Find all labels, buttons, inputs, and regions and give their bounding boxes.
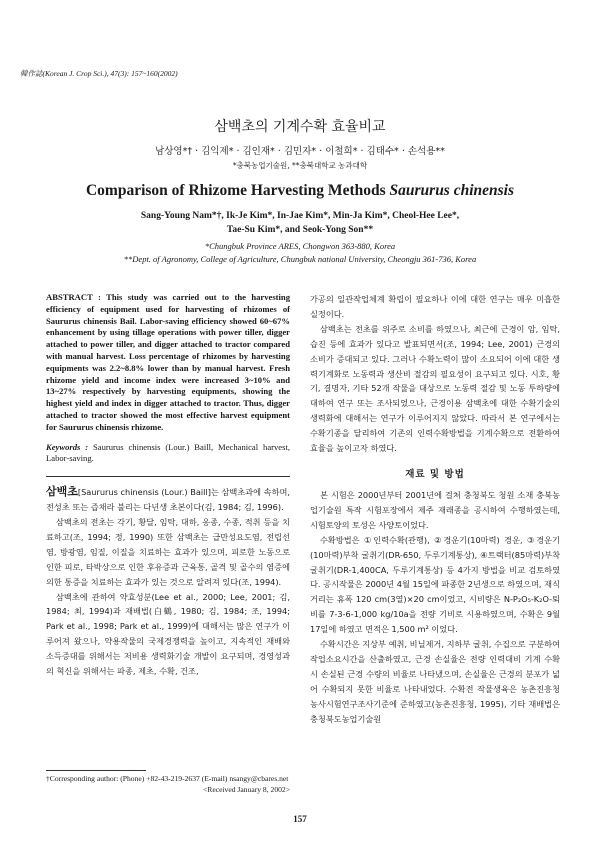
english-title-main: Comparison of Rhizome Harvesting Methods: [85, 182, 390, 199]
english-affil-line2: **Dept. of Agronomy, College of Agriculture, Chungbuk national University, Cheongju 361-736, Korea: [123, 253, 477, 264]
korean-affiliations: *충북농업기술원, **충북대학교 농과대학: [232, 161, 368, 170]
intro-paragraph-1: [46, 485, 290, 515]
right-paragraph-2: 삼백초는 전초를 위주로 소비를 하였으나, 최근에 근경이 암, 임탁, 습진 등에 효과가 있다고 발표되면서(조, 1994; Lee, 2001) 근경의 소비가 증대되고 있다. 그러나 수확노력이 많이 소요되어 이에 대한 생력기계화로 노동력과 생산비 절감의 필요성이 요구되고 있다. 시호, 황기, 결명자, 기타 52개 작물을 대상으로 노동력 절감 및 노동 투하량에 대하여 연구 또는 조사되었으나, 근경이용 삼백초에 대한 수확기술의 생력화에 대해서는 연구가 이루어지지 않았다. 따라서 본 연구에서는 수확기종을 달리하여 기존의 인력수확방법을 기계수확으로 전환하여 효율을 높이고자 하였다.: [310, 323, 560, 454]
journal-citation: 韓作誌(Korean J. Crop Sci.), 47(3): 157~160(2002): [20, 69, 178, 78]
intro-lead-word: 삼백초: [46, 485, 78, 499]
korean-authors: 남상영*† · 김익제* · 김인재* · 김민자* · 이철희* · 김태수* · 손석용**: [155, 146, 445, 157]
methods-paragraph-3: 수확시간은 지상부 예취, 비닐제거, 지하부 굴취, 수집으로 구분하여 작업소요시간을 산출하였고, 근경 손실율은 전량 인력대비 기계 수확시 손실된 근경 수량의 비율로 나타냈으며, 손실율은 근경의 분포가 넓어 수확되지 못한 비율로 나타내었다. 수확전 작물생육은 농촌진흥청 농사시험연구조사기준에 준하였고(농촌진흥청, 1995), 기타 재배법은 충청북도농업기술원: [310, 639, 560, 724]
right-paragraph-1: 가공의 일관작업체계 확립이 필요하나 이에 대한 연구는 매우 미흡한 실정이다.: [310, 294, 560, 319]
english-authors-line1: Sang-Young Nam*†, Ik-Je Kim*, In-Jae Kim*, Min-Ja Kim*, Cheol-Hee Lee*,: [140, 211, 460, 221]
received-date: <Received January 8, 2002>: [202, 784, 290, 794]
english-title: [0, 182, 600, 200]
intro-p1-text: [Saururus chinensis (Lour.) Baill]는 삼백초과에 속하며, 전성초 또는 즙채라 불리는 다년생 초본이다(김, 1984; 김, 1996).: [46, 487, 290, 513]
abstract: ABSTRACT : This study was carried out to the harvesting efficiency of equipment used for harvesting of rhizomes of Saururus chinensis Bail. Labor-saving efficiency showed 60~67% enhancement by using tillage operations with power tiller, digger attached to power tiller, and digger attached to tractor compared with manual harvest. Loss percentage of rhizomes by harvesting equipments was 2.2~8.8% lower than by manual harvest. Fresh rhizome yield and income index were increased 3~10% and 13~27% respectively by harvesting equipments, showing the highest yield and index in digger attached to tractor. Thus, digger attached to tractor showed the most effective harvest equipment for Saururus chinensis rhizome.: [46, 292, 290, 432]
abstract-divider: [46, 476, 290, 477]
english-affiliations: [40, 240, 560, 265]
keywords-label: Keywords :: [46, 441, 89, 452]
english-authors: [90, 209, 510, 237]
corresponding-author: †Corresponding author: (Phone) +82-43-219-2637 (E-mail) nsangy@cbares.net: [46, 774, 289, 783]
intro-paragraph-3: 삼백초에 관하여 약효성분(Lee et al., 2000; Lee, 2001; 김, 1984; 최, 1994)과 재배법(白鶴, 1980; 김, 1984; 조, 1994; Park et al., 1998; Park et al., 1999)에 대해서는 많은 연구가 이루어져 왔으나, 약용작물의 국제경쟁력을 높이고, 지속적인 재배와 소득증대를 위해서는 저비용 생력화기술 개발이 요구되며, 경영성과의 혁신을 위해서는 파종, 제초, 수확, 건조,: [46, 591, 290, 677]
english-title-species: Saururus chinensis: [389, 182, 515, 199]
english-affil-line1: *Chungbuk Province ARES, Chongwon 363-880, Korea: [204, 241, 396, 251]
keywords-text: Saururus chinensis (Lour.) Baill, Mechanical harvest, Labor-saving.: [46, 441, 290, 464]
methods-paragraph-2: 수확방법은 ①인력수확(관행), ②경운기(10마력) 경운, ③경운기(10마력)부착 굴취기(DR-650, 두루기계통상), ④트랙터(85마력)부착 굴취기(DR-1,400CA, 두루기계통상) 등 4가지 방법을 비교 검토하였다. 공시작물은 2000년 4월 15일에 파종한 2년생으로 하였으며, 재식거리는 휴폭 120 cm(3열)×20 cm이었고, 시비량은 N-P₂O₅-K₂O-퇴비를 7-3-6-1,000 kg/10a을 전량 기비로 시용하였으며, 수확은 9월 17일에 하였고 면적은 1,500 m² 이었다.: [310, 534, 560, 635]
left-column: [46, 292, 290, 679]
section-heading-methods: 재료 및 방법: [405, 468, 465, 480]
footnote: [46, 774, 290, 795]
page-number: 157: [293, 814, 307, 824]
korean-title: 삼백초의 기계수확 효율비교: [214, 119, 386, 135]
right-column: [310, 292, 560, 726]
methods-paragraph-1: 본 시험은 2000년부터 2001년에 걸쳐 충청북도 청원 소재 충북농업기술원 특작 시험포장에서 제주 재래종을 공시하여 수행하였는데, 시험토양의 토성은 사양토이었다.: [310, 489, 560, 530]
intro-paragraph-2: 삼백초의 전초는 각기, 황달, 임탁, 대하, 옹종, 수종, 적취 등을 치료하고(조, 1994; 정, 1990) 또한 삼백초는 급만성요도염, 전립선염, 방광염, 임질, 이질을 치료하는 효과가 있으며, 피로한 노동으로 인한 피로, 타박상으로 인한 후유증과 근육통, 골격 및 골수의 염증에 의한 통증을 치료하는 효과가 있는 것으로 알려져 있다(조, 1994).: [46, 516, 290, 587]
english-authors-line2: Tae-Su Kim*, and Seok-Yong Son**: [226, 225, 374, 235]
keywords: [46, 442, 290, 466]
footnote-divider: [46, 770, 146, 771]
